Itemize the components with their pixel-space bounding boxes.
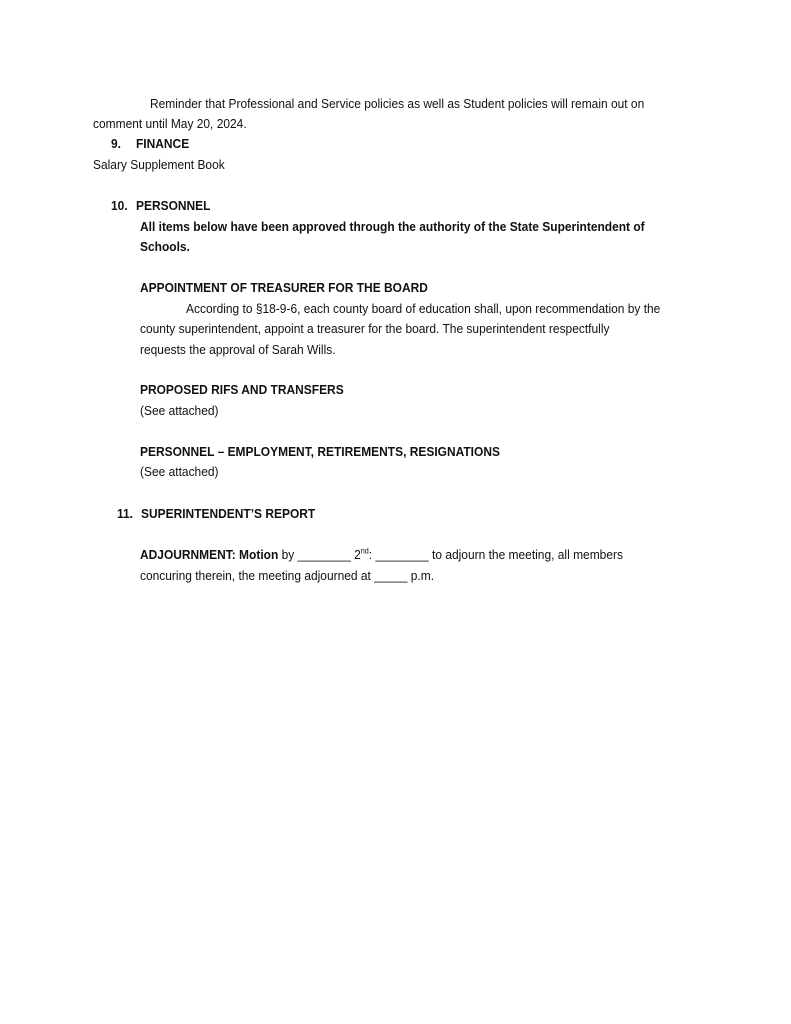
treasurer-line-2: county superintendent, appoint a treasurer for the board. The superintendent respectfully: [140, 321, 610, 336]
finance-number: 9.: [111, 136, 121, 151]
personnel-number: 10.: [111, 198, 128, 213]
adjournment-motion-by: by ________ 2: [278, 547, 361, 562]
reminder-line-2: comment until May 20, 2024.: [93, 116, 247, 131]
finance-item: Salary Supplement Book: [93, 157, 225, 172]
treasurer-line-1: According to §18-9-6, each county board of education shall, upon recommendation by the: [186, 301, 661, 316]
treasurer-line-3: requests the approval of Sarah Wills.: [140, 342, 336, 357]
adjournment-superscript: nd: [360, 546, 369, 556]
superintendent-heading: SUPERINTENDENT’S REPORT: [141, 506, 316, 521]
rifs-heading: PROPOSED RIFS AND TRANSFERS: [140, 382, 344, 397]
adjournment-label: ADJOURNMENT: Motion: [140, 547, 279, 562]
personnel-heading: PERSONNEL: [136, 198, 211, 213]
adjournment-line-2: concuring therein, the meeting adjourned at _____ p.m.: [140, 568, 435, 583]
employment-note: (See attached): [140, 464, 219, 479]
superintendent-number: 11.: [117, 506, 133, 521]
adjournment-line-1: [140, 547, 623, 563]
employment-heading: PERSONNEL – EMPLOYMENT, RETIREMENTS, RESIGNATIONS: [140, 444, 500, 459]
approval-line-2: Schools.: [140, 239, 190, 254]
finance-heading: FINANCE: [136, 136, 190, 151]
rifs-note: (See attached): [140, 403, 219, 418]
treasurer-heading: APPOINTMENT OF TREASURER FOR THE BOARD: [140, 280, 428, 295]
approval-line-1: All items below have been approved through the authority of the State Superintendent of: [140, 219, 645, 234]
adjournment-motion-text: : ________ to adjourn the meeting, all members: [368, 547, 623, 562]
reminder-line-1: Reminder that Professional and Service policies as well as Student policies will remain out on: [150, 96, 645, 111]
